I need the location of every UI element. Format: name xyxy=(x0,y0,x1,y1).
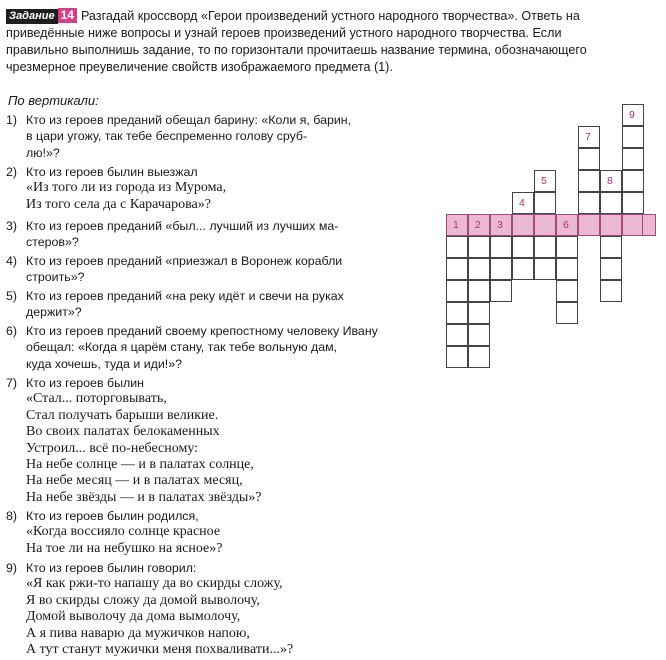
crossword-cell[interactable] xyxy=(600,280,622,302)
question-line: Кто из героев преданий «приезжал в Воронеж корабли xyxy=(26,254,343,268)
crossword-cell[interactable] xyxy=(512,236,534,258)
crossword-cell-highlight[interactable] xyxy=(622,214,644,236)
question-number: 7) xyxy=(6,376,18,390)
question-9 xyxy=(6,560,426,658)
crossword-cell[interactable] xyxy=(600,236,622,258)
crossword-cell[interactable] xyxy=(578,126,600,148)
crossword-cell[interactable] xyxy=(556,302,578,324)
crossword-cell[interactable] xyxy=(622,192,644,214)
question-5 xyxy=(6,288,426,321)
question-line: Кто из героев преданий «на реку идёт и свечи на руках xyxy=(26,289,344,303)
crossword-cell[interactable] xyxy=(622,126,644,148)
question-line: «Из того ли из города из Мурома, xyxy=(26,180,227,196)
crossword-cell[interactable] xyxy=(490,236,512,258)
task-text-line: Разгадай кроссворд «Герои произведений устного народного творчества». Ответь на xyxy=(80,9,580,23)
question-line: «Я как ржи-то напашу да во скирды сложу, xyxy=(26,576,283,592)
question-1 xyxy=(6,112,426,161)
crossword-cell[interactable] xyxy=(622,170,644,192)
crossword-cell[interactable] xyxy=(512,258,534,280)
crossword-cell[interactable] xyxy=(490,280,512,302)
crossword-cell[interactable] xyxy=(446,302,468,324)
crossword-cell[interactable] xyxy=(556,258,578,280)
question-8 xyxy=(6,508,426,557)
question-line: Стал получать барыши великие. xyxy=(26,407,219,423)
question-number: 2) xyxy=(6,165,18,179)
question-number: 3) xyxy=(6,219,18,233)
crossword-cell[interactable] xyxy=(468,324,490,346)
crossword-cell[interactable] xyxy=(468,302,490,324)
crossword-clue-number: 8 xyxy=(607,175,613,187)
crossword-clue-number: 2 xyxy=(475,219,481,231)
crossword-clue-number: 5 xyxy=(541,175,547,187)
crossword-cell[interactable] xyxy=(578,148,600,170)
question-line: Из того села да с Карачарова»? xyxy=(26,196,211,212)
crossword-cell[interactable] xyxy=(578,170,600,192)
question-line: Кто из героев былин говорил: xyxy=(26,561,197,575)
crossword-cell[interactable] xyxy=(600,170,622,192)
question-line: «Когда воссияло солнце красное xyxy=(26,524,221,540)
crossword-cell[interactable] xyxy=(468,258,490,280)
crossword-cell[interactable] xyxy=(468,280,490,302)
crossword-cell[interactable] xyxy=(622,104,644,126)
question-number: 6) xyxy=(6,324,18,338)
question-line: Я во скирды сложу да домой выволочу, xyxy=(26,592,260,608)
task-header xyxy=(6,8,656,76)
crossword-cell[interactable] xyxy=(446,258,468,280)
crossword-cell-highlight[interactable] xyxy=(490,214,512,236)
task-badge: Задание xyxy=(6,9,58,24)
question-line: На небе солнце — и в палатах солнце, xyxy=(26,457,254,473)
crossword-cell[interactable] xyxy=(534,170,556,192)
section-title-vertical: По вертикали: xyxy=(8,93,99,108)
question-line: стеров»? xyxy=(26,235,79,250)
question-line: Домой выволочу да дома вымолочу, xyxy=(26,609,241,625)
crossword-clue-number: 6 xyxy=(563,219,569,231)
crossword-cell[interactable] xyxy=(446,346,468,368)
crossword-cell[interactable] xyxy=(534,192,556,214)
question-line: А тут станут мужички меня похваливати...»? xyxy=(26,642,294,658)
question-line: Кто из героев преданий «был... лучший из лучших ма- xyxy=(26,219,339,233)
crossword-cell-highlight[interactable] xyxy=(556,214,578,236)
task-text-line: правильно выполнишь задание, то по горизонтали прочитаешь название термина, обозначающего xyxy=(6,43,587,57)
crossword-clue-number: 4 xyxy=(519,197,525,209)
crossword-cell[interactable] xyxy=(446,324,468,346)
question-line: На небе звёзды — и в палатах звёзды»? xyxy=(26,489,262,505)
question-number: 9) xyxy=(6,561,18,575)
question-number: 4) xyxy=(6,254,18,268)
question-line: «Стал... поторговывать, xyxy=(26,391,167,407)
crossword-cell[interactable] xyxy=(490,258,512,280)
crossword-cell[interactable] xyxy=(556,280,578,302)
crossword-cell[interactable] xyxy=(534,236,556,258)
question-3 xyxy=(6,218,426,251)
question-2 xyxy=(6,164,426,213)
crossword-cell[interactable] xyxy=(446,280,468,302)
question-number: 1) xyxy=(6,113,18,127)
question-line: лю!»? xyxy=(26,145,60,160)
question-6 xyxy=(6,323,426,372)
crossword-cell-highlight[interactable] xyxy=(642,214,656,236)
task-text-line: приведённые ниже вопросы и узнай героев произведений устного народного творчества. Если xyxy=(6,26,562,40)
task-text-line: чрезмерное преувеличение свойств изображаемого предмета (1). xyxy=(6,60,393,74)
crossword-cell[interactable] xyxy=(446,236,468,258)
task-line-1 xyxy=(6,8,656,25)
crossword-clue-number: 1 xyxy=(453,219,459,231)
crossword-clue-number: 3 xyxy=(497,219,503,231)
question-line: Кто из героев былин родился, xyxy=(26,509,199,523)
question-line: Кто из героев былин выезжал xyxy=(26,165,198,179)
question-line: обещал: «Когда я царём стану, так тебе вольную дам, xyxy=(26,340,338,355)
crossword-cell[interactable] xyxy=(622,148,644,170)
question-line: куда хочешь, туда и иди!»? xyxy=(26,356,183,371)
question-line: Кто из героев былин xyxy=(26,376,144,390)
crossword-cell-highlight[interactable] xyxy=(468,214,490,236)
crossword-clue-number: 7 xyxy=(585,131,591,143)
crossword-cell-highlight[interactable] xyxy=(600,214,622,236)
question-line: в цари угожу, так тебе беспременно голову сруб- xyxy=(26,129,308,144)
crossword-cell-highlight[interactable] xyxy=(446,214,468,236)
crossword-cell[interactable] xyxy=(600,192,622,214)
crossword-cell-highlight[interactable] xyxy=(512,214,534,236)
task-number-badge: 14 xyxy=(58,8,77,23)
question-number: 5) xyxy=(6,289,18,303)
question-4 xyxy=(6,253,426,286)
question-line: Кто из героев преданий обещал барину: «Коли я, барин, xyxy=(26,113,352,127)
crossword-cell[interactable] xyxy=(468,236,490,258)
crossword-cell[interactable] xyxy=(534,258,556,280)
question-number: 8) xyxy=(6,509,18,523)
question-line: строить»? xyxy=(26,270,85,285)
question-line: На небе месяц — и в палатах месяц, xyxy=(26,473,243,489)
crossword-clue-number: 9 xyxy=(629,109,635,121)
question-line: Во своих палатах белокаменных xyxy=(26,424,220,440)
question-line: А я пива наварю да мужичков напою, xyxy=(26,625,250,641)
question-line: держит»? xyxy=(26,305,82,320)
crossword-cell-highlight[interactable] xyxy=(578,214,600,236)
crossword-cell[interactable] xyxy=(468,346,490,368)
crossword-cell[interactable] xyxy=(600,258,622,280)
crossword-cell[interactable] xyxy=(556,236,578,258)
question-line: На тое ли на небушко на ясное»? xyxy=(26,540,223,556)
question-line: Кто из героев преданий своему крепостному человеку Ивану xyxy=(26,324,378,338)
question-7 xyxy=(6,375,426,506)
crossword-cell-highlight[interactable] xyxy=(534,214,556,236)
crossword-cell[interactable] xyxy=(578,192,600,214)
crossword-cell[interactable] xyxy=(512,192,534,214)
question-line: Устроил... всё по-небесному: xyxy=(26,440,199,456)
